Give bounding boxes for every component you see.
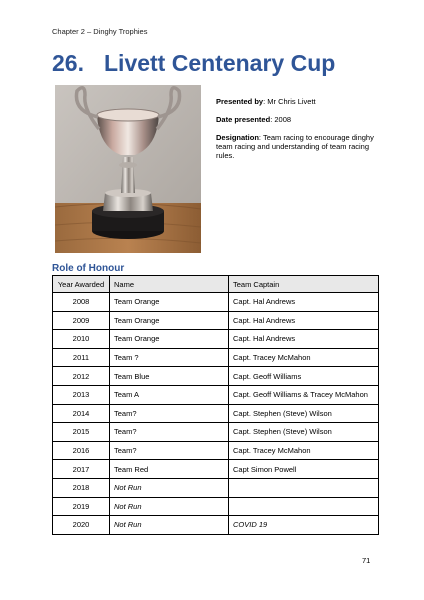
table-row [53,293,379,312]
year-cell: 2012 [53,367,110,386]
table-row [53,478,379,497]
table-row [53,311,379,330]
table-row [53,385,379,404]
table-row [53,404,379,423]
year-cell: 2016 [53,441,110,460]
honour-table [52,275,379,535]
year-cell: 2013 [53,385,110,404]
name-cell: Team ? [110,348,229,367]
year-cell: 2014 [53,404,110,423]
column-header-name: Name [110,276,229,293]
table-row [53,348,379,367]
table-row [53,497,379,516]
role-of-honour-heading: Role of Honour [52,263,125,274]
year-cell: 2015 [53,423,110,442]
captain-cell [229,478,379,497]
captain-cell: Capt. Hal Andrews [229,311,379,330]
name-cell: Not Run [110,516,229,535]
name-cell: Team Orange [110,330,229,349]
trophy-number: 26. [52,50,84,76]
year-cell: 2011 [53,348,110,367]
trophy-photo [55,85,201,253]
name-cell: Team? [110,423,229,442]
captain-cell [229,497,379,516]
captain-cell: Capt. Hal Andrews [229,330,379,349]
presented-by: Presented by: Mr Chris Livett [216,97,316,106]
name-cell: Team Red [110,460,229,479]
table-row [53,423,379,442]
table-row [53,441,379,460]
captain-cell: Capt. Geoff Williams [229,367,379,386]
year-cell: 2018 [53,478,110,497]
chapter-header: Chapter 2 – Dinghy Trophies [52,27,148,36]
year-cell: 2019 [53,497,110,516]
date-presented: Date presented: 2008 [216,115,292,124]
name-cell: Not Run [110,478,229,497]
year-cell: 2010 [53,330,110,349]
designation: Designation: Team racing to encourage dinghy team racing and understanding of team racing rules. [216,133,374,160]
name-cell: Team Orange [110,311,229,330]
table-row [53,516,379,535]
captain-cell: Capt. Stephen (Steve) Wilson [229,404,379,423]
captain-cell: Capt Simon Powell [229,460,379,479]
column-header-captain: Team Captain [229,276,379,293]
trophy-info [216,97,384,169]
name-cell: Team Blue [110,367,229,386]
name-cell: Not Run [110,497,229,516]
column-header-year: Year Awarded [53,276,110,293]
page-title [52,50,335,77]
captain-cell: Capt. Hal Andrews [229,293,379,312]
name-cell: Team? [110,404,229,423]
captain-cell: Capt. Stephen (Steve) Wilson [229,423,379,442]
page-number: 71 [362,556,371,565]
table-header-row [53,276,379,293]
table-row [53,460,379,479]
year-cell: 2008 [53,293,110,312]
year-cell: 2020 [53,516,110,535]
captain-cell: Capt. Tracey McMahon [229,441,379,460]
name-cell: Team A [110,385,229,404]
captain-cell: COVID 19 [229,516,379,535]
table-row [53,330,379,349]
year-cell: 2017 [53,460,110,479]
year-cell: 2009 [53,311,110,330]
name-cell: Team Orange [110,293,229,312]
table-row [53,367,379,386]
captain-cell: Capt. Tracey McMahon [229,348,379,367]
name-cell: Team? [110,441,229,460]
trophy-name: Livett Centenary Cup [104,50,336,76]
captain-cell: Capt. Geoff Williams & Tracey McMahon [229,385,379,404]
